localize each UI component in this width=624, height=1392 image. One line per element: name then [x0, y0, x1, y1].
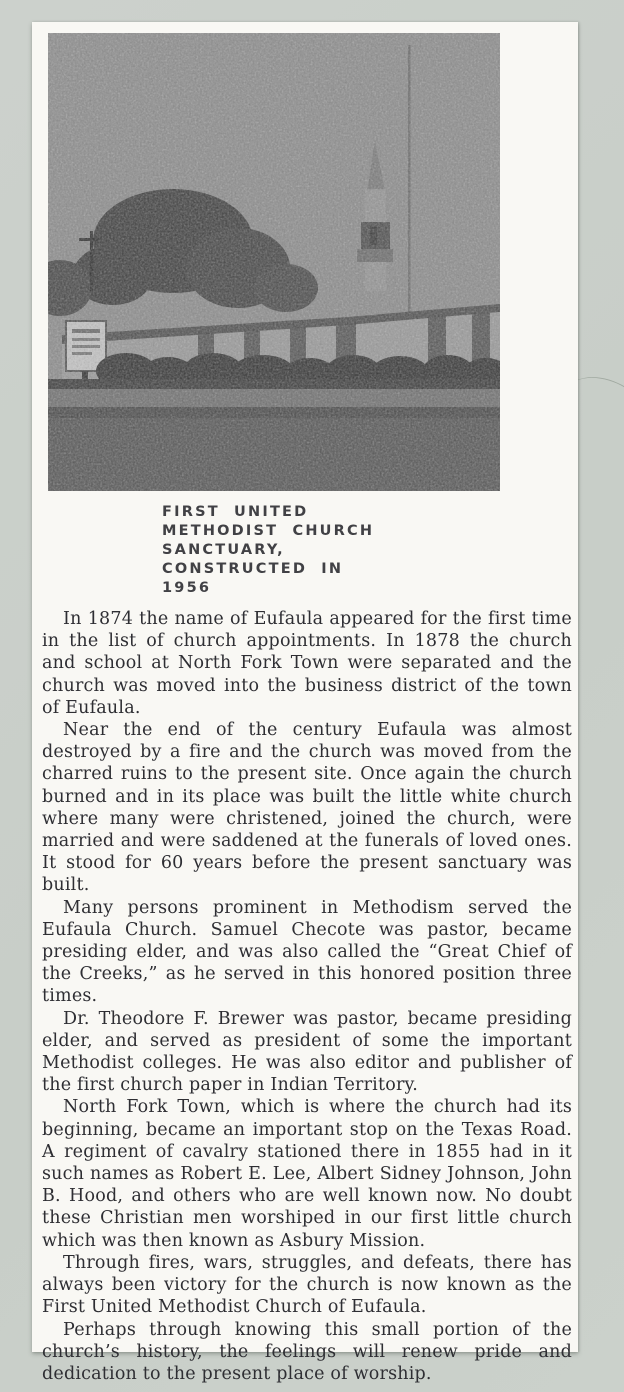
church-photo-image — [48, 33, 500, 491]
article-paragraph: In 1874 the name of Eufaula appeared for the first time in the list of church appointments. In 1878 the church and school at North Fork Town were separated and the church was moved into the business district of the town of Eufaula. — [42, 609, 572, 718]
photo-grain-texture — [48, 33, 500, 491]
photo-caption-line: SANCTUARY, — [162, 542, 285, 558]
article-paragraph: Perhaps through knowing this small portion of the church’s history, the feelings will renew pride and dedication to the present place of worship. — [42, 1319, 572, 1384]
photo-caption-line: METHODIST CHURCH — [162, 523, 375, 539]
article-paragraph: North Fork Town, which is where the church had its beginning, became an important stop on the Texas Road. A regiment of cavalry stationed there in 1855 had in it such names as Robert E. Lee, Albert Sidney Johnson, John B. Hood, and others who are well known now. No doubt these Christian men worshiped in our first little church which was then known as Asbury Mission. — [42, 1097, 572, 1251]
article-paragraph: Near the end of the century Eufaula was almost destroyed by a fire and the church was moved from the charred ruins to the present site. Once again the church burned and in its place was built the little white church where many were christened, joined the church, were married and were saddened at the funerals of loved ones. It stood for 60 years before the present sanctuary was built. — [42, 720, 572, 896]
newspaper-clipping — [32, 22, 578, 1384]
photo-caption-line: FIRST UNITED — [162, 504, 309, 520]
article-paragraph: Dr. Theodore F. Brewer was pastor, became presiding elder, and served as president of some the important Methodist colleges. He was also editor and publisher of the first church paper in Indian Territory. — [42, 1008, 572, 1096]
photo-caption — [162, 503, 374, 598]
photo-caption-line: 1956 — [162, 580, 212, 596]
photo-caption-line: CONSTRUCTED IN — [162, 561, 344, 577]
church-photo — [48, 33, 500, 491]
article-paragraph: Many persons prominent in Methodism served the Eufaula Church. Samuel Checote was pastor, became presiding elder, and was also called the “Great Chief of the Creeks,” as he served in this honored position three times. — [42, 897, 572, 1007]
article-paragraph: Through fires, wars, struggles, and defeats, there has always been victory for the church is now known as the First United Methodist Church of Eufaula. — [42, 1252, 572, 1318]
article-body — [42, 608, 572, 1385]
